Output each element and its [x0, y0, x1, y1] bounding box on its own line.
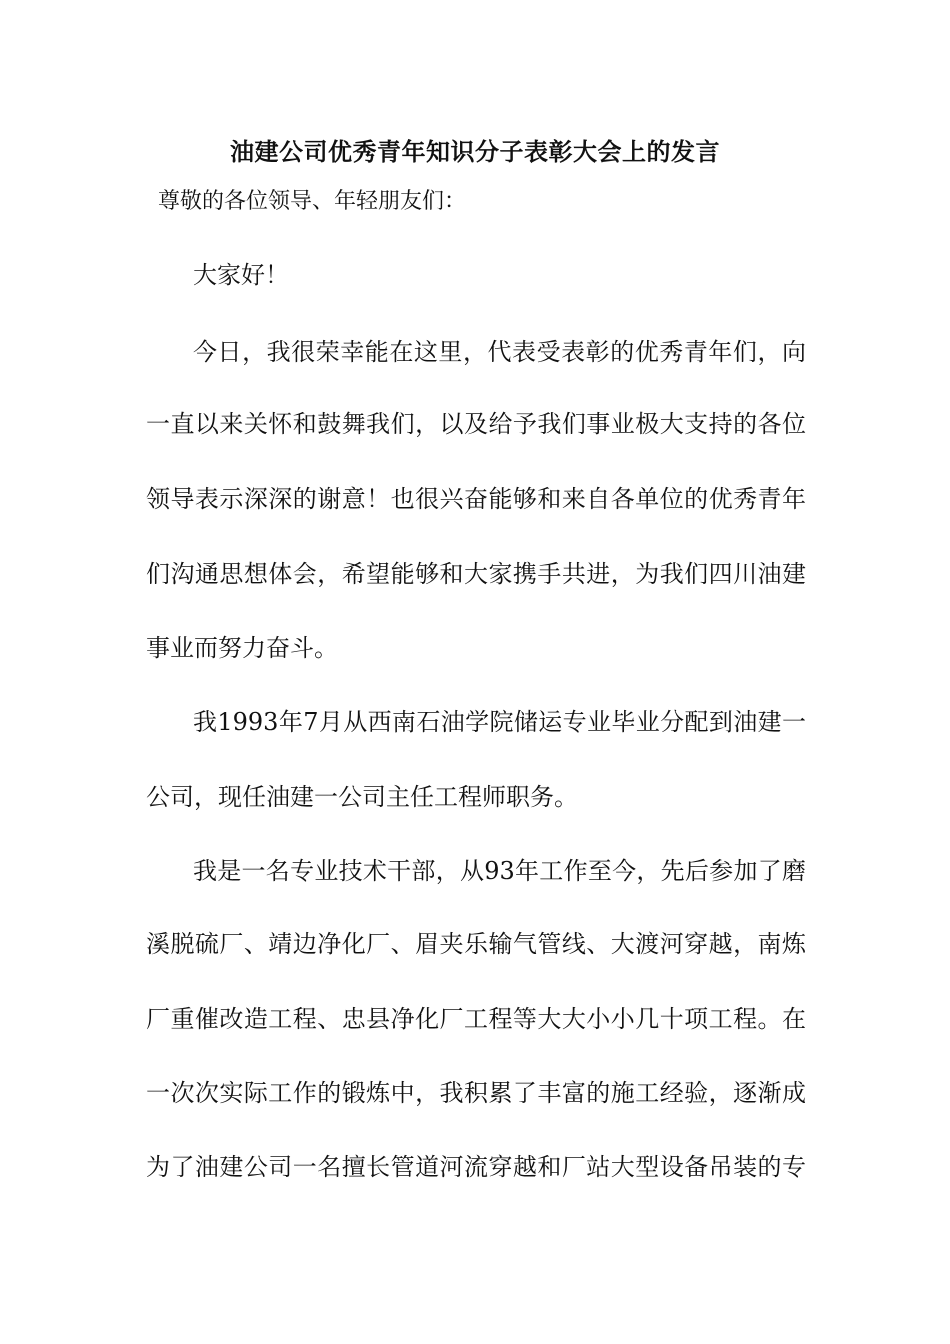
paragraph-line: 一次次实际工作的锻炼中，我积累了丰富的施工经验，逐渐成 — [146, 1079, 806, 1107]
paragraph-line: 一直以来关怀和鼓舞我们，以及给予我们事业极大支持的各位 — [146, 410, 806, 438]
paragraph-line: 公司，现任油建一公司主任工程师职务。 — [146, 783, 578, 811]
paragraph-line: 领导表示深深的谢意！也很兴奋能够和来自各单位的优秀青年 — [146, 485, 806, 513]
paragraph-line: 我是一名专业技术干部，从93年工作至今，先后参加了磨 — [193, 857, 806, 885]
paragraph-line: 我1993年7月从西南石油学院储运专业毕业分配到油建一 — [193, 708, 806, 736]
document-title: 油建公司优秀青年知识分子表彰大会上的发言 — [230, 137, 720, 166]
paragraph-line: 厂重催改造工程、忠县净化厂工程等大大小小几十项工程。在 — [146, 1005, 806, 1033]
salutation: 尊敬的各位领导、年轻朋友们： — [158, 189, 467, 214]
paragraph-line: 们沟通思想体会，希望能够和大家携手共进，为我们四川油建 — [146, 560, 806, 588]
greeting-line: 大家好！ — [193, 261, 289, 289]
paragraph-line: 为了油建公司一名擅长管道河流穿越和厂站大型设备吊装的专 — [146, 1153, 806, 1181]
paragraph-line: 今日，我很荣幸能在这里，代表受表彰的优秀青年们，向 — [193, 338, 806, 366]
paragraph-line: 溪脱硫厂、靖边净化厂、眉夹乐输气管线、大渡河穿越，南炼 — [146, 930, 806, 958]
paragraph-line: 事业而努力奋斗。 — [146, 634, 338, 662]
